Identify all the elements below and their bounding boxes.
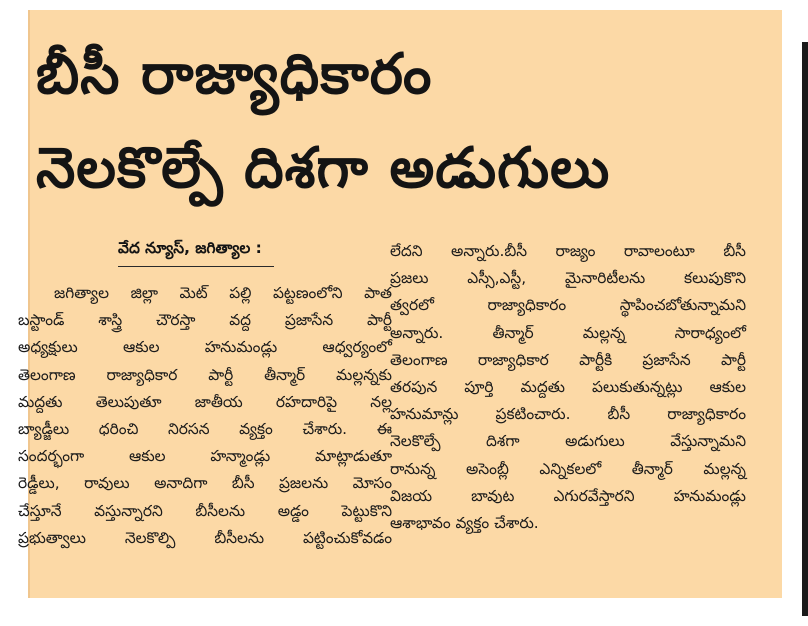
text-line: అధ్యక్షులు ఆకుల హనుమండ్లు ఆధ్వర్యంలో [18,338,392,357]
text-line: రానున్న అసెంబ్లీ ఎన్నికలలో తీన్మార్ మల్లన్న [390,459,746,478]
text-line: తరపున పూర్తి మద్దతు పలుకుతున్నట్లు ఆకుల [390,378,746,397]
text-line: రెడ్డీలు, రావులు అనాదిగా బీసీ ప్రజలను మోసం [18,474,392,493]
headline-line-2: నెలకొల్పే దిశగా అడుగులు [36,136,611,201]
text-line: ఆశాభావం వ్యక్తం చేశారు. [390,514,539,533]
text-line: అన్నారు. తీన్మార్ మల్లన్న సారాధ్యంలో [390,323,746,342]
byline-underline [118,266,274,267]
text-line: మద్దతు తెలుపుతూ జాతీయ రహదారిపై నల్ల [18,392,392,411]
article-column-left [18,280,392,552]
text-line: నెలకొల్పే దిశగా అడుగులు వేస్తున్నామని [390,432,746,451]
text-line: హనుమాన్లు ప్రకటించారు. బీసీ రాజ్యాధికారం [390,405,746,424]
byline: వేద న్యూస్, జగిత్యాల : [118,239,262,257]
text-line: సందర్భంగా ఆకుల హన్మాండ్లు మాట్లాడుతూ [18,447,392,466]
article-column-right [390,238,746,537]
page-edge-shadow [802,42,808,616]
text-line: బస్టాండ్ శాస్త్రి చౌరస్తా వద్ద ప్రజాసేన పార్టీ [18,311,392,330]
text-line: బ్యాడ్జీలు ధరించి నిరసన వ్యక్తం చేశారు. ఈ [18,420,392,439]
text-line: ప్రజలు ఎస్సీ,ఎస్టీ, మైనారిటీలను కలుపుకొని [390,269,746,288]
headline [36,28,776,216]
text-line: త్వరలో రాజ్యాధికారం స్థాపించబోతున్నామని [390,296,746,315]
text-line: చేస్తూనే వస్తున్నారని బీసీలను అడ్డం పెట్టుకొని [18,501,392,520]
headline-line-1: బీసీ రాజ్యాధికారం [36,42,433,107]
text-line: జగిత్యాల జిల్లా మెట్ పల్లి పట్టణంలోని పాత [54,284,392,302]
text-line: తెలంగాణ రాజ్యాధికార పార్టీకి ప్రజాసేన పార్టీ [390,350,746,369]
text-line: ప్రభుత్వాలు నెలకొల్పి బీసీలను పట్టించుకోవడం [18,528,392,547]
text-line: లేదని అన్నారు.బీసీ రాజ్యం రావాలంటూ బీసీ [390,242,746,260]
text-line: విజయ బావుట ఎగురవేస్తారని హనుమండ్లు [390,486,746,505]
text-line: తెలంగాణ రాజ్యాధికార పార్టీ తీన్మార్ మల్లన్నకు [18,365,392,384]
